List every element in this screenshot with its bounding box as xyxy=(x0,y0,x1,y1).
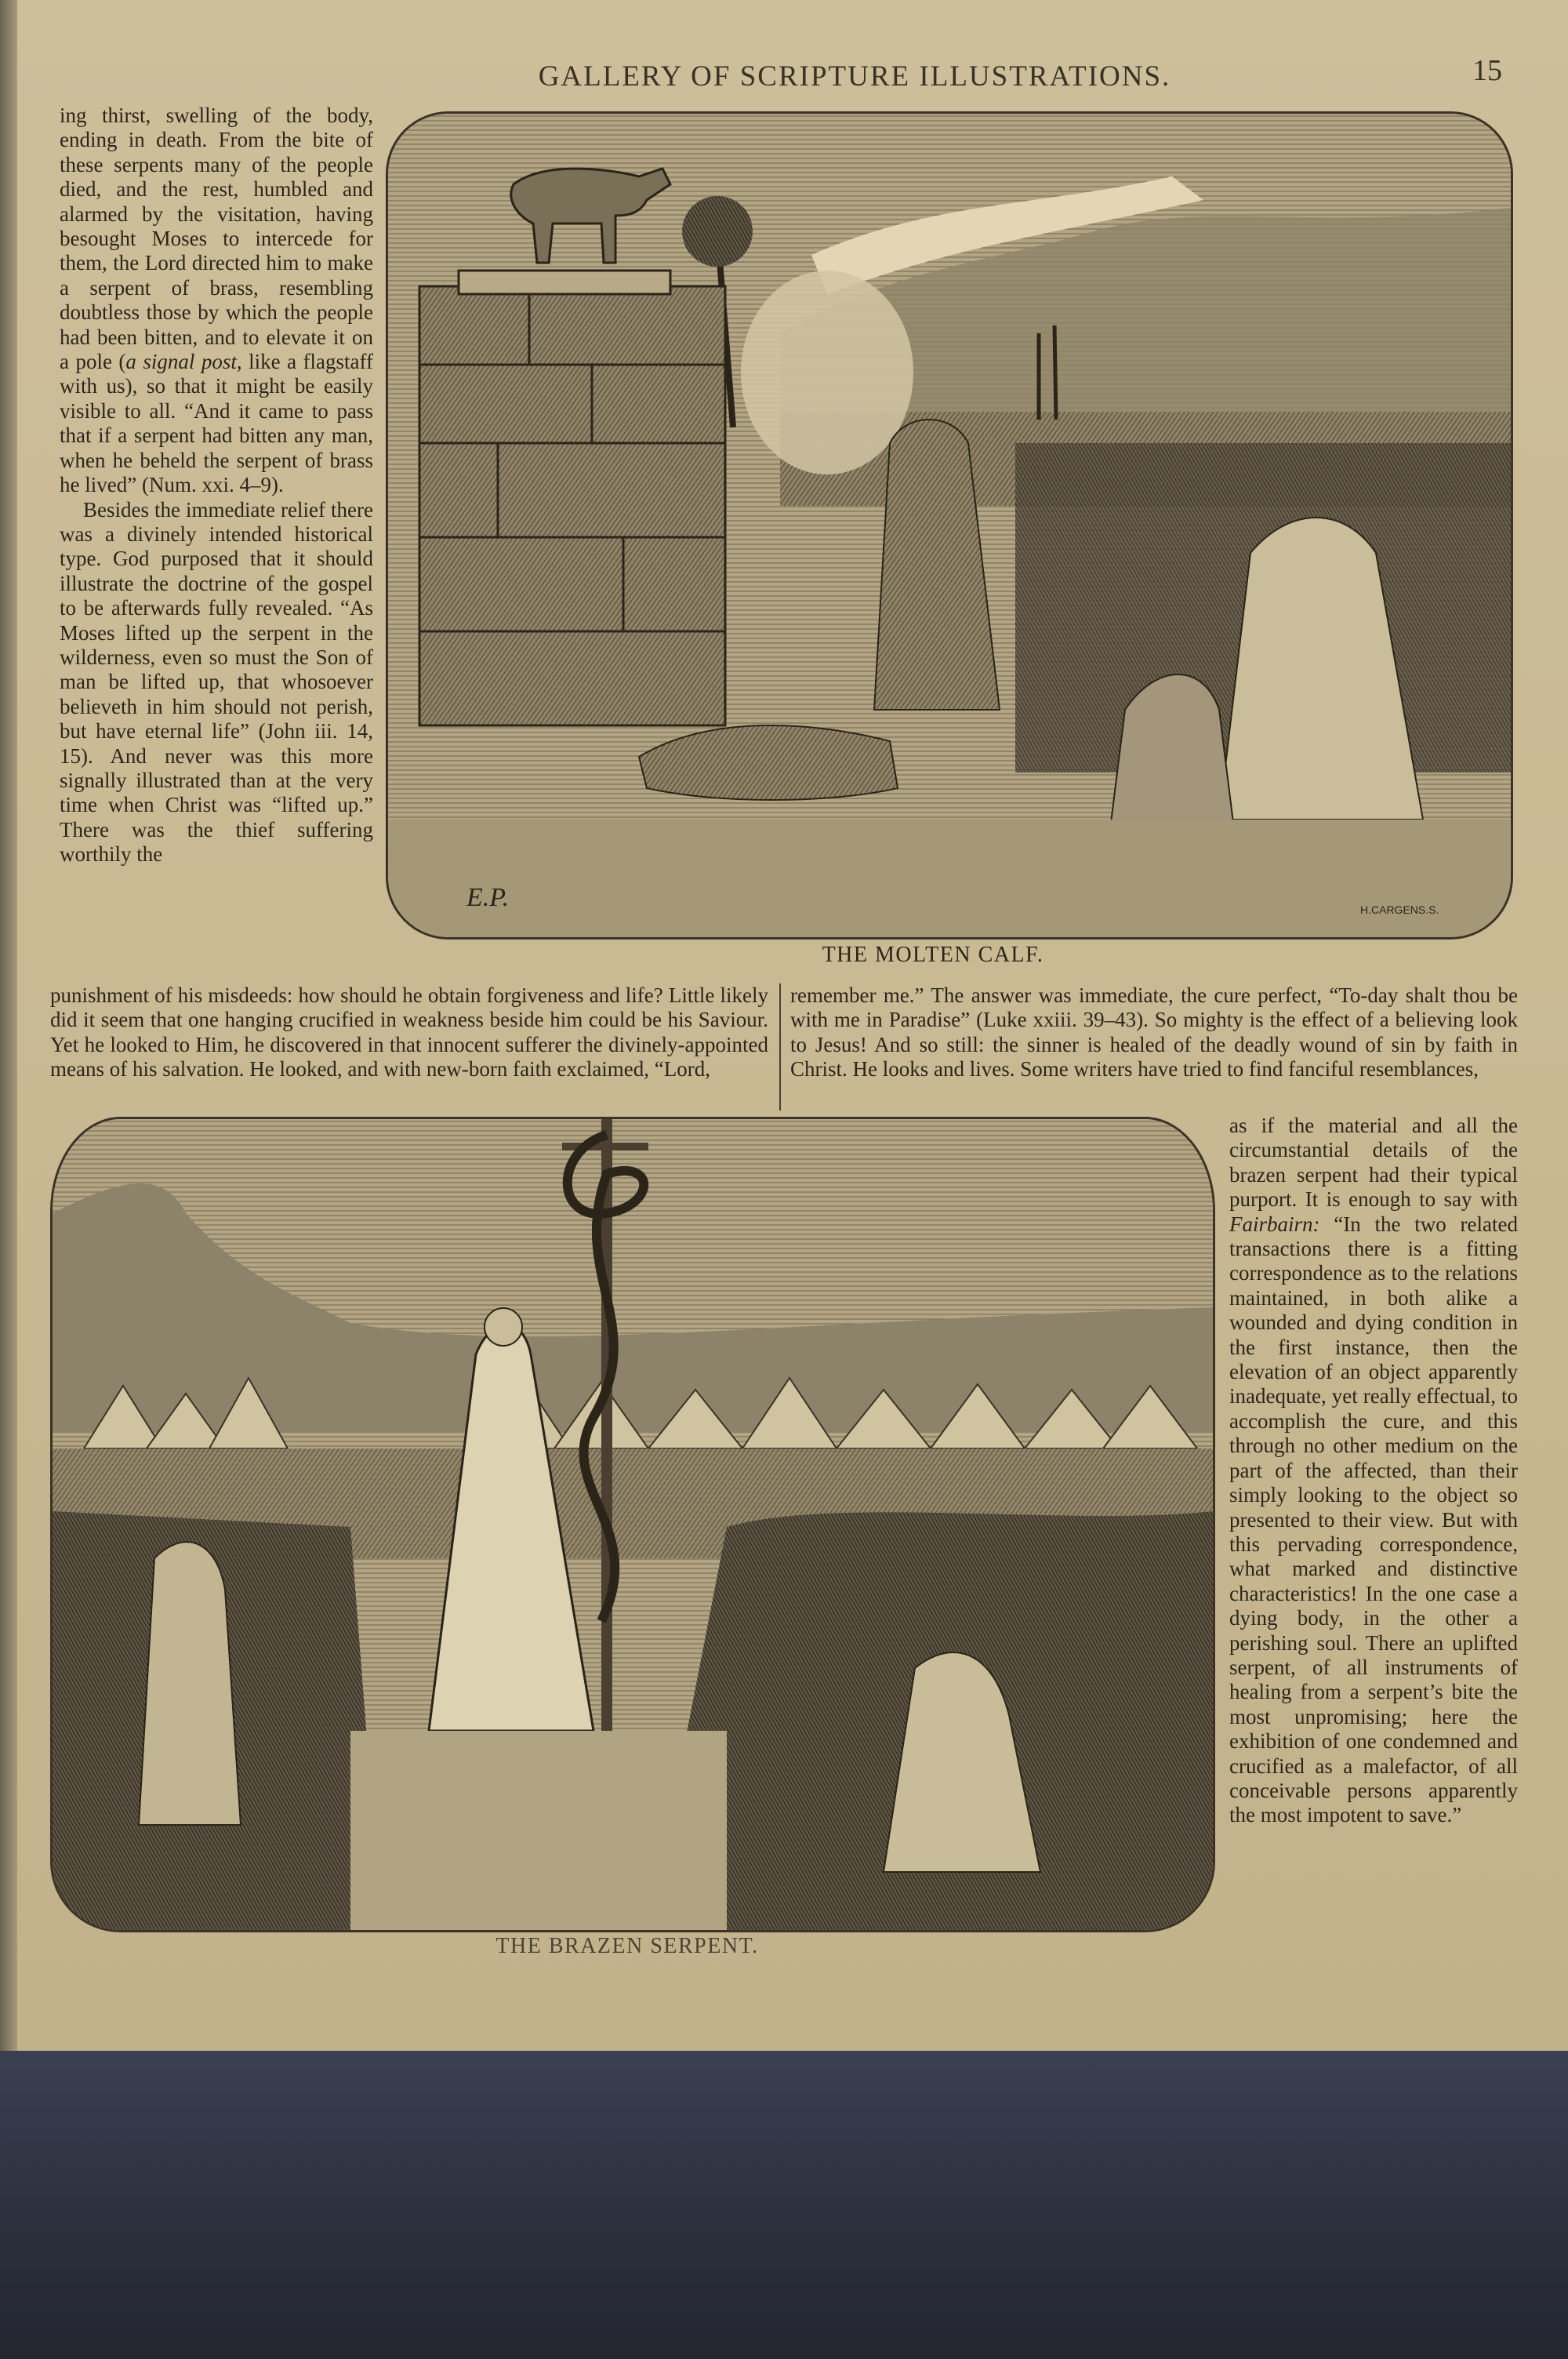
paragraph-type: Besides the immediate relief there was a divinely intended historical type. God purposed that it should illustrate the doctrine of the gospel to be afterwards fully revealed. “As Moses lifted up the serpent in the wilderness, even so must the Son of man be lifted up, that whosoever believeth in him should not perish, but have eternal life” (John iii. 14, 15). And never was this more signally illustrated than at the very time when Christ was “lifted up.” There was the thief suffering worthily the xyxy=(60,497,373,867)
background-below-page xyxy=(0,2051,1568,2359)
page-number: 15 xyxy=(1472,54,1502,87)
text-column-right: as if the material and all the circumstantial details of the brazen serpent had their typical purport. It is enough to say with Fairbairn: “In the two related transactions there is a fitting correspondence as to the relations maintained, in both alike a wounded and dying condition in the first instance, then the elevation of an object apparently inadequate, yet really effectual, to accomplish the cure, and this through no other medium on the part of the affected, than their simply looking to the object so presented to their view. But with this pervading correspondence, what marked and distinctive characteristics! In the one case a dying body, in the other a perishing soul. There an uplifted serpent, of all instruments of healing from a serpent’s bite the most unpromising; here the exhibition of one condemned and crucified as a malefactor, of all conceivable persons apparently the most impotent to save.” xyxy=(1229,1114,1518,1827)
caption-molten-calf: THE MOLTEN CALF. xyxy=(822,943,1044,967)
italic-phrase: a signal post, xyxy=(125,350,242,374)
caption-brazen-serpent: THE BRAZEN SERPENT. xyxy=(495,1934,759,1958)
engraver-signature: H.CARGENS.S. xyxy=(1360,903,1439,916)
running-title: GALLERY OF SCRIPTURE ILLUSTRATIONS. xyxy=(538,60,1171,93)
text-column-lower-left: punishment of his misdeeds: how should he obtain forgiveness and life? Little likely did it seem that one hanging crucified in weakness beside him could be his Saviour. Yet he looked to Him, he discovered in that innocent sufferer the divinely-appointed means of his salvation. He looked, and with new-born faith exclaimed, “Lord, xyxy=(50,983,768,1081)
book-spine-edge xyxy=(0,0,17,2051)
molten-calf-illustration xyxy=(386,111,1513,940)
italic-author: Fairbairn: xyxy=(1229,1212,1320,1236)
text-column-left xyxy=(60,104,373,867)
brazen-serpent-illustration xyxy=(50,1117,1215,1932)
paragraph-serpents: ing thirst, swelling of the body, ending in death. From the bite of these serpents many of the people died, and the rest, humbled and alarmed by the visitation, having besought Moses to intercede for them, the Lord directed him to make a serpent of brass, resembling doubtless those by which the people had been bitten, and to elevate it on a pole (a signal post, like a flagstaff with us), so that it might be easily visible to all. “And it came to pass that if a serpent had bitten any man, when he beheld the serpent of brass he lived” (Num. xxi. 4–9). xyxy=(60,104,373,497)
engraver-initials: E.P. xyxy=(466,883,510,912)
column-divider xyxy=(779,983,781,1110)
text-column-lower-right: remember me.” The answer was immediate, the cure perfect, “To-day shalt thou be with me in Paradise” (Luke xxiii. 39–43). So mighty is the effect of a believing look to Jesus! And so still: the sinner is healed of the deadly wound of sin by faith in Christ. He looks and lives. Some writers have tried to find fanciful resemblances, xyxy=(790,983,1518,1081)
